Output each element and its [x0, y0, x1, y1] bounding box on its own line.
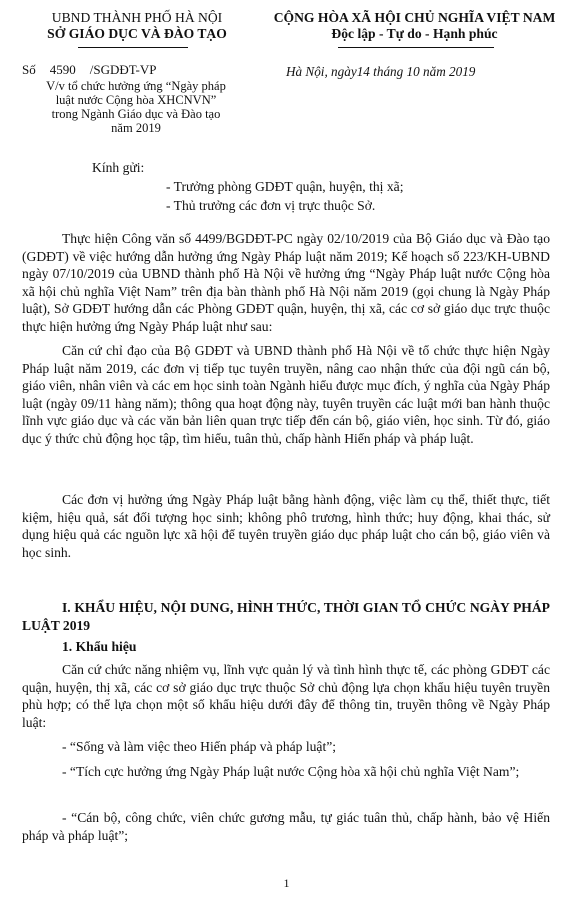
national-motto — [262, 10, 567, 42]
page-number: 1 — [283, 876, 290, 890]
org-line-1: UBND THÀNH PHỐ HÀ NỘI — [51, 10, 223, 25]
doc-prefix: Số — [22, 62, 36, 77]
paragraph-intro: Thực hiện Công văn số 4499/BGDĐT-PC ngày 02/10/2019 của Bộ Giáo dục và Đào tạo (GDĐT) về việc hướng dẫn hưởng ứng Ngày Pháp luật năm 2019; Kế hoạch số 223/KH-UBND ngày 07/10/2019 của UBND thành phố Hà Nội về hưởng ứng “Ngày Pháp luật nước Cộng hòa xã hội chủ nghĩa Việt Nam” trên địa bàn thành phố Hà Nội năm 2019 (gọi chung là Ngày Pháp luật), Sở GDĐT hướng dẫn các Phòng GDĐT quận, huyện, thị xã, các cơ sở giáo dục trực thuộc thực hiện hưởng ứng Ngày Pháp luật như sau: — [22, 231, 550, 334]
paragraph-purpose: Căn cứ chỉ đạo của Bộ GDĐT và UBND thành phố Hà Nội về tổ chức thực hiện Ngày Pháp luật năm 2019, các đơn vị tiếp tục tuyên truyền, nâng cao nhận thức của đội ngũ cán bộ, giáo viên, nhân viên và các em học sinh toàn Ngành hiểu được mục đích, ý nghĩa của Ngày Pháp luật (ngày 09/11 hàng năm); thông qua hoạt động này, tuyên truyền các luật mới ban hành thuộc lĩnh vực giáo dục và các văn bản liên quan trực tiếp đến cán bộ, giáo viên, học sinh. Từ đó, giáo dục ý thức chủ động học tập, tìm hiểu, tuân thủ, chấp hành Hiến pháp và pháp luật. — [22, 343, 550, 446]
subheading-slogans: 1. Khẩu hiệu — [62, 639, 137, 654]
subject-line: luật nước Cộng hòa XHCNVN” — [55, 93, 217, 107]
doc-code: /SGDĐT-VP — [89, 62, 157, 77]
section-heading-1: I. KHẨU HIỆU, NỘI DUNG, HÌNH THỨC, THỜI GIAN TỔ CHỨC NGÀY PHÁP LUẬT 2019 — [22, 600, 550, 633]
slogan-item: - “Cán bộ, công chức, viên chức gương mẫu, tự giác tuân thủ, chấp hành, bảo vệ Hiến pháp và pháp luật”; — [22, 810, 550, 843]
doc-number: 4590 — [49, 62, 76, 77]
place-date: Hà Nội, ngày14 tháng 10 năm 2019 — [286, 64, 476, 79]
recipient-item: - Trưởng phòng GDĐT quận, huyện, thị xã; — [166, 179, 404, 194]
paragraph-slogan-intro: Căn cứ chức năng nhiệm vụ, lĩnh vực quản lý và tình hình thực tế, các phòng GDĐT các quận, huyện, thị xã, các cơ sở giáo dục trực thuộc Sở chủ động lựa chọn khẩu hiệu tuyên truyền phù hợp; có thể lựa chọn một số khẩu hiệu dưới đây để thông tin, truyền thông về Ngày Pháp luật: — [22, 662, 550, 730]
subject-line: trong Ngành Giáo dục và Đào tạo — [51, 107, 221, 121]
subject-line: năm 2019 — [111, 121, 161, 135]
org-line-2: SỞ GIÁO DỤC VÀ ĐÀO TẠO — [47, 26, 227, 41]
slogan-item: - “Sống và làm việc theo Hiến pháp và pháp luật”; — [62, 739, 337, 754]
nation-line-1: CỘNG HÒA XÃ HỘI CHỦ NGHĨA VIỆT NAM — [273, 10, 556, 25]
subject-line: V/v tổ chức hưởng ứng “Ngày pháp — [46, 79, 226, 93]
motto-underline — [338, 47, 494, 48]
recipient-item: - Thủ trưởng các đơn vị trực thuộc Sở. — [166, 198, 376, 213]
authority-underline — [78, 47, 188, 48]
document-number — [22, 62, 252, 77]
document-subject — [16, 79, 256, 135]
nation-line-2: Độc lập - Tự do - Hạnh phúc — [331, 26, 498, 41]
paragraph-requirements: Các đơn vị hưởng ứng Ngày Pháp luật bằng hành động, việc làm cụ thể, thiết thực, tiết kiệm, hiệu quả, sát đối tượng học sinh; không phô trương, hình thức; huy động, khai thác, sử dụng hiệu quả các nguồn lực xã hội để tuyên truyền giáo dục pháp luật cho cán bộ, giáo viên và học sinh. — [22, 492, 550, 560]
recipients-label: Kính gửi: — [92, 160, 145, 175]
slogan-item: - “Tích cực hưởng ứng Ngày Pháp luật nước Cộng hòa xã hội chủ nghĩa Việt Nam”; — [62, 764, 520, 779]
issuing-authority — [14, 10, 260, 42]
